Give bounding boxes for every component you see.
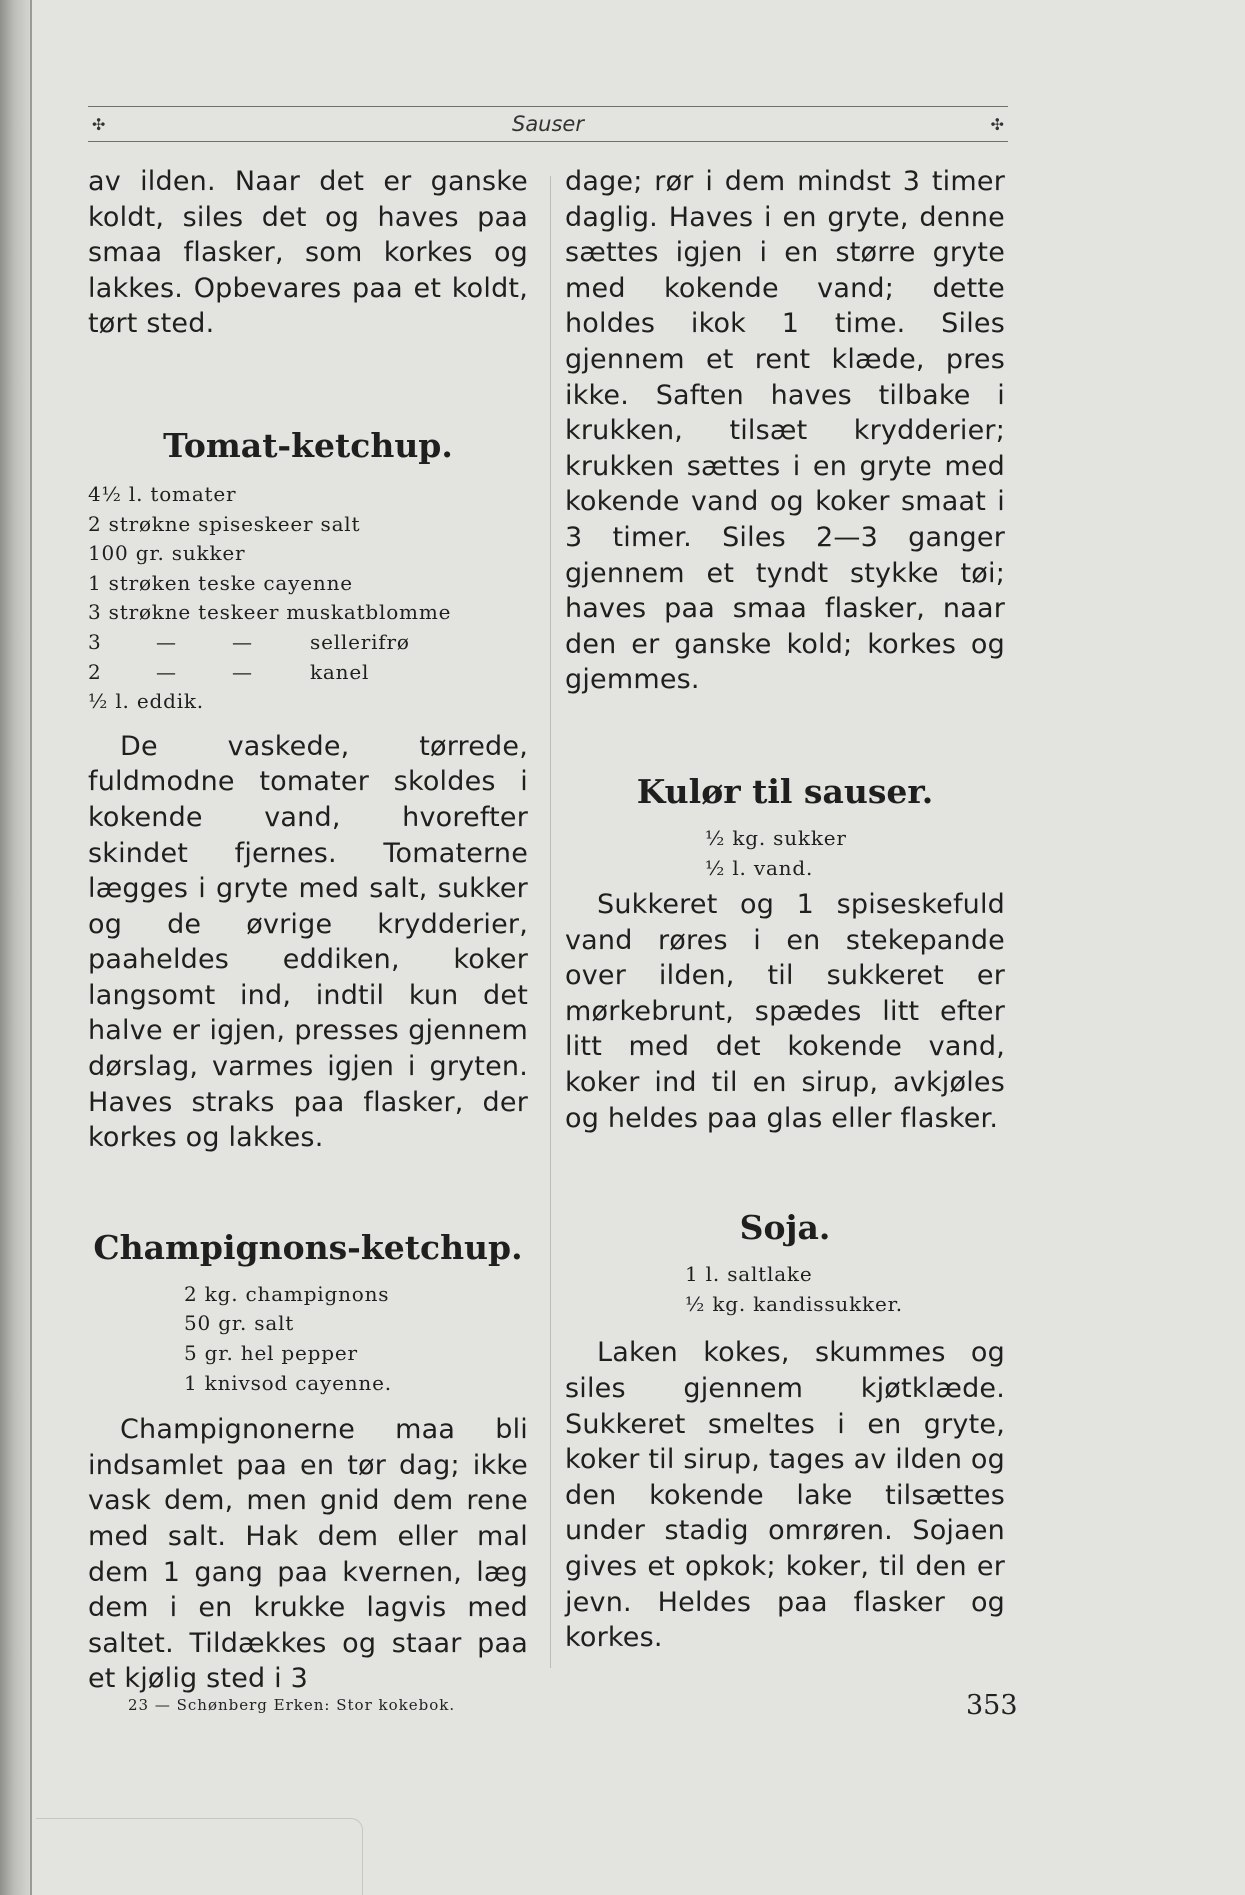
ornament-right-icon: ✣: [990, 114, 1004, 134]
footer-signature-note: 23 — Schønberg Erken: Stor kokebok.: [128, 1696, 456, 1714]
recipe-title-champignons: Champignons-ketchup.: [93, 1227, 523, 1267]
ingredient-qty: 2: [88, 659, 102, 684]
ingredient-item: 1 l. saltlake: [685, 1262, 813, 1287]
ingredient-list-tomat: [88, 480, 528, 717]
ditto-mark: —: [232, 629, 253, 654]
ingredient-item: ½ kg. sukker: [705, 825, 847, 850]
recipe-title-tomat: Tomat-ketchup.: [163, 425, 453, 465]
recipe-title-kulor: Kulør til sauser.: [636, 771, 934, 811]
ingredient-item: 100 gr. sukker: [88, 541, 246, 566]
ditto-mark: —: [156, 629, 177, 654]
ingredient-item: ½ l. vand.: [705, 855, 814, 880]
page-number: 353: [966, 1690, 1018, 1721]
ingredient-name: sellerifrø: [310, 629, 410, 654]
ornament-left-icon: ✣: [92, 114, 106, 134]
running-header: [88, 106, 1008, 142]
book-spine: [0, 0, 32, 1895]
ditto-mark: —: [156, 659, 177, 684]
continued-paragraph: dage; rør i dem mindst 3 timer daglig. Haves i en gryte, denne sættes igjen i en større gryte med kokende vand; dette holdes ikok 1 time. Siles gjennem et rent klæde, pres ikke. Saften haves tilbake i krukken, tilsæt krydderier; krukken sættes i en gryte med kokende vand og koker smaat i 3 timer. Siles 2—3 ganger gjennem et tyndt stykke tøi; haves paa smaa flasker, naar den er ganske kold; korkes og gjemmes.: [565, 166, 1005, 696]
ingredient-item: 3 strøkne teskeer muskatblomme: [88, 600, 452, 625]
ingredient-item: 4½ l. tomater: [88, 481, 237, 506]
ingredient-list-soja: [565, 1260, 1005, 1319]
ditto-mark: —: [232, 659, 253, 684]
running-header-title: Sauser: [511, 112, 584, 136]
recipe-text-soja: Laken kokes, skummes og siles gjennem kjøtklæde. Sukkeret smeltes i en gryte, koker til sirup, tages av ilden og den kokende lake tilsættes under stadig omrøren. Sojaen gives et opkok; koker, til den er jevn. Heldes paa flasker og korkes.: [565, 1337, 1005, 1654]
ingredient-item: ½ l. eddik.: [88, 689, 204, 714]
page-corner-mark: [36, 1818, 363, 1895]
recipe-text-tomat: De vaskede, tørrede, fuldmodne tomater skoldes i kokende vand, hvorefter skindet fjernes. Tomaterne lægges i gryte med salt, sukker og de øvrige krydderier, paaheldes eddiken, koker langsomt ind, indtil kun det halve er igjen, presses gjennem dørslag, varmes igjen i gryten. Haves straks paa flasker, der korkes og lakkes.: [88, 730, 528, 1154]
ingredient-item: ½ kg. kandissukker.: [685, 1291, 903, 1316]
ingredient-item: 1 knivsod cayenne.: [184, 1370, 392, 1395]
ingredient-list-kulor: [565, 824, 1005, 883]
recipe-text-kulor: Sukkeret og 1 spiseskefuld vand røres i en stekepande over ilden, til sukkeret er mørkebrunt, spædes litt efter litt med det kokende vand, koker ind til en sirup, avkjøles og heldes paa glas eller flasker.: [565, 889, 1005, 1134]
ingredient-item: 1 strøken teske cayenne: [88, 570, 353, 595]
right-column: [565, 164, 1005, 1656]
ingredient-list-champignons: [88, 1280, 528, 1398]
ingredient-name: kanel: [310, 659, 370, 684]
ingredient-item: 2 kg. champignons: [184, 1281, 390, 1306]
ingredient-item: 50 gr. salt: [184, 1311, 295, 1336]
ingredient-qty: 3: [88, 629, 102, 654]
recipe-text-champignons: Champignonerne maa bli indsamlet paa en tør dag; ikke vask dem, men gnid dem rene med salt. Hak dem eller mal dem 1 gang paa kvernen, læg dem i en krukke lagvis med saltet. Tildækkes og staar paa et kjølig sted i 3: [88, 1414, 528, 1695]
ingredient-item: [88, 628, 528, 658]
left-column: [88, 164, 528, 1697]
ingredient-item: [88, 658, 528, 688]
continued-paragraph: av ilden. Naar det er ganske koldt, siles det og haves paa smaa flasker, som korkes og lakkes. Opbevares paa et koldt, tørt sted.: [88, 166, 528, 340]
column-divider: [550, 176, 551, 1668]
recipe-title-soja: Soja.: [739, 1208, 831, 1248]
ingredient-item: 5 gr. hel pepper: [184, 1341, 358, 1366]
ingredient-item: 2 strøkne spiseskeer salt: [88, 511, 361, 536]
